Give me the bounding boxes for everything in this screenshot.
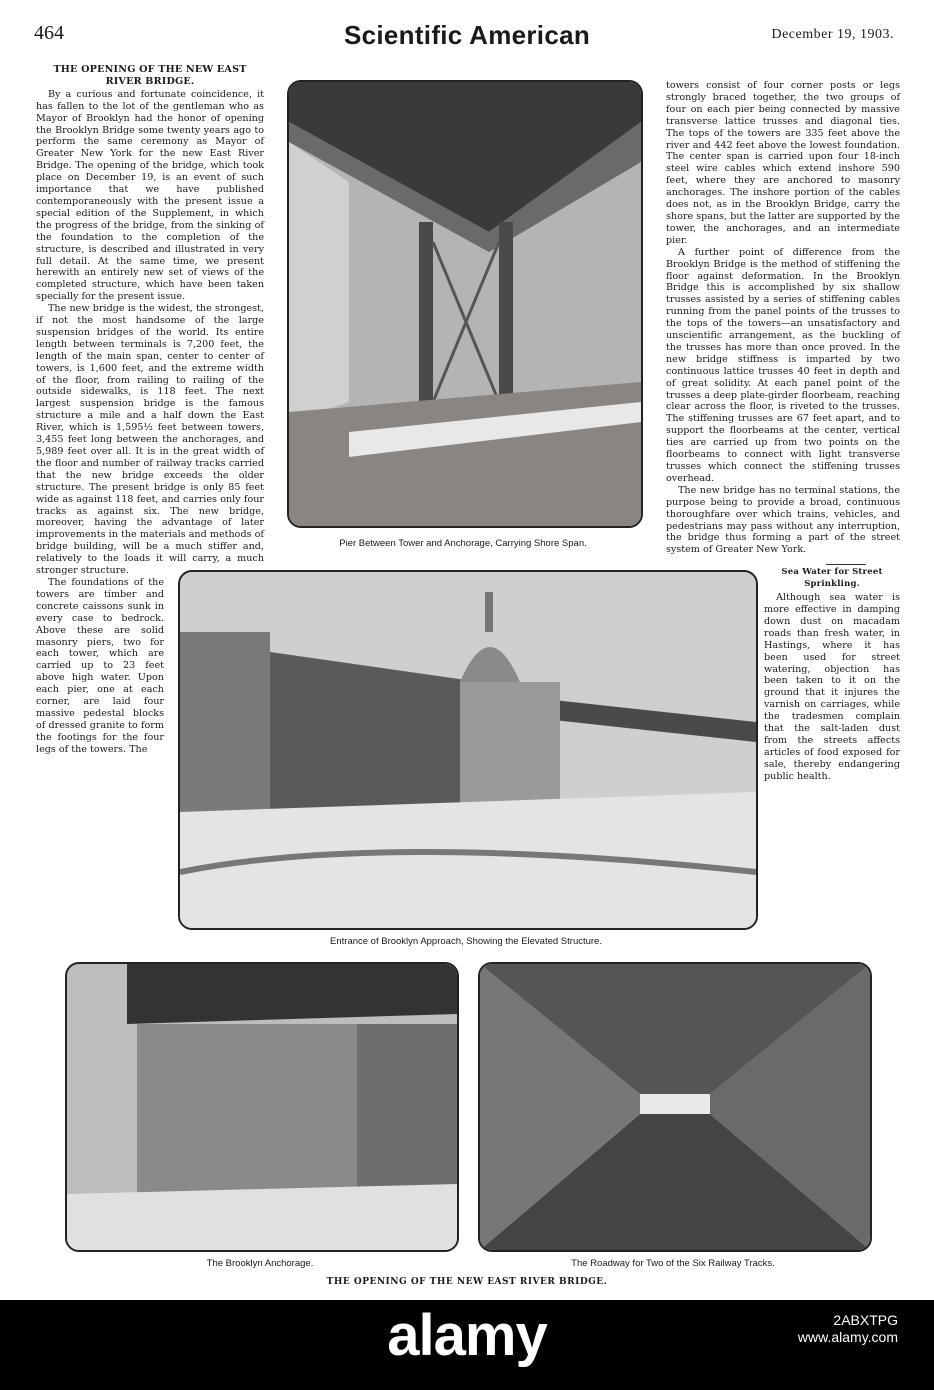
photo-brooklyn-anchorage [65, 962, 459, 1252]
paragraph: towers consist of four corner posts or legs strongly braced together, the two groups of four on each pier being connected by massive transverse lattice trusses and diagonal ties. The tops of the towers are 335 feet above the river and 442 feet above the lowest foundation. The center span is carried upon four 18-inch steel wire cables which extend inshore 590 feet, where they are anchored to masonry anchorages. The inshore portion of the cables does not, as in the Brooklyn Bridge, carry the shore spans, but the latter are supported by the tower, the anchorages, and an intermediate pier. [666, 80, 900, 246]
divider [826, 564, 866, 565]
watermark-id [798, 1312, 898, 1346]
photo-pier-shore-span [287, 80, 643, 528]
photo-brooklyn-approach [178, 570, 758, 930]
caption-bottom-right: The Roadway for Two of the Six Railway Tracks. [571, 1258, 775, 1269]
paragraph: By a curious and fortunate coincidence, it has fallen to the lot of the gentleman who as Mayor of Brooklyn had the honor of opening the Brooklyn Bridge some twenty years ago to perform the same ceremony as Mayor of Greater New York for the new East River Bridge. The opening of the bridge, which took place on December 19, is an event of such importance that we have published contemporaneously with the present issue a special edition of the Supplement, in which the progress of the bridge, from the sinking of the foundation to the completion of the structure, is described and illustrated in very full detail. At the same time, we present herewith an entirely new set of views of the completed structure, which have been taken specially for the present issue. [36, 88, 264, 303]
watermark-bar [0, 1300, 934, 1390]
photo-railway-roadway [478, 962, 872, 1252]
paragraph: The new bridge has no terminal stations, the purpose being to provide a broad, continuous thoroughfare over which trains, vehicles, and pedestrians may pass without any interruption, the bridge thus forming a part of the street system of Greater New York. [666, 484, 900, 556]
caption-middle: Entrance of Brooklyn Approach, Showing the Elevated Structure. [330, 936, 602, 947]
caption-bottom-left: The Brooklyn Anchorage. [206, 1258, 314, 1269]
page-header [0, 22, 934, 52]
page-number: 464 [34, 22, 64, 44]
paragraph: A further point of difference from the Brooklyn Bridge is the method of stiffening the floor against deformation. In the Brooklyn Bridge this is accomplished by six shallow trusses assisted by a series of stiffening cables running from the panel points of the trusses to the tops of the towers—an unsatisfactory and unscientific arrangement, as the buckling of the trusses has more than once proved. In the new bridge stiffness is imparted by two continuous lattice trusses 40 feet in depth and of great solidity. At each panel point of the trusses a deep plate-girder floorbeam, reaching clear across the floor, is riveted to the trusses. The stiffening trusses are 67 feet apart, and to support the floorbeams at the center, vertical ties are carried up from two points on the floorbeams to connect with light transverse trusses which connect the stiffening trusses overhead. [666, 246, 900, 484]
sidebar-title: Sea Water for Street Sprinkling. [781, 567, 883, 590]
issue-date: December 19, 1903. [771, 27, 894, 42]
caption-top: Pier Between Tower and Anchorage, Carrying Shore Span. [339, 538, 587, 549]
paragraph: Although sea water is more effective in damping down dust on macadam roads than fresh water, in Hastings, where it has been used for street watering, objection has been taken to it on the ground that it injures the varnish on carriages, while the tradesmen complain that the salt-laden dust from the streets affects articles of food exposed for sale, thereby endangering public health. [764, 592, 900, 782]
paragraph: The foundations of the towers are timber and concrete caissons sunk in every case to bedrock. Above these are solid masonry piers, two for each tower, which are carried up to 23 feet above high water. Upon each pier, one at each corner, are laid four massive pedestal blocks of dressed granite to form the footings for the four legs of the towers. The [36, 576, 164, 755]
site-url: www.alamy.com [797, 1329, 898, 1345]
alamy-logo: alamy [387, 1303, 547, 1368]
figure-title: THE OPENING OF THE NEW EAST RIVER BRIDGE. [326, 1277, 608, 1287]
image-id: 2ABXTPG [833, 1312, 898, 1328]
article-title: THE OPENING OF THE NEW EAST RIVER BRIDGE. [53, 64, 247, 87]
paragraph: The new bridge is the widest, the strongest, if not the most handsome of the large suspension bridges of the world. Its entire length between terminals is 7,200 feet, the length of the main span, center to center of towers, is 1,600 feet, and the extreme width of the floor, from railing to railing of the outside sidewalks, is 118 feet. The next largest suspension bridge is the famous structure a mile and a half down the East River, which is 1,595½ feet between towers, 3,455 feet long between the anchorages, and 5,989 feet over all. It is in the great width of the floor and number of railway tracks carried that the new bridge exceeds the older structure. The present bridge is only 85 feet wide as against 118 feet, and carries only four tracks as against six. The new bridge, moreover, having the advantage of later improvements in the materials and methods of bridge building, will be a much stiffer and, relatively to the loads it will carry, a much stronger structure. [36, 303, 264, 577]
masthead: Scientific American [343, 20, 591, 50]
